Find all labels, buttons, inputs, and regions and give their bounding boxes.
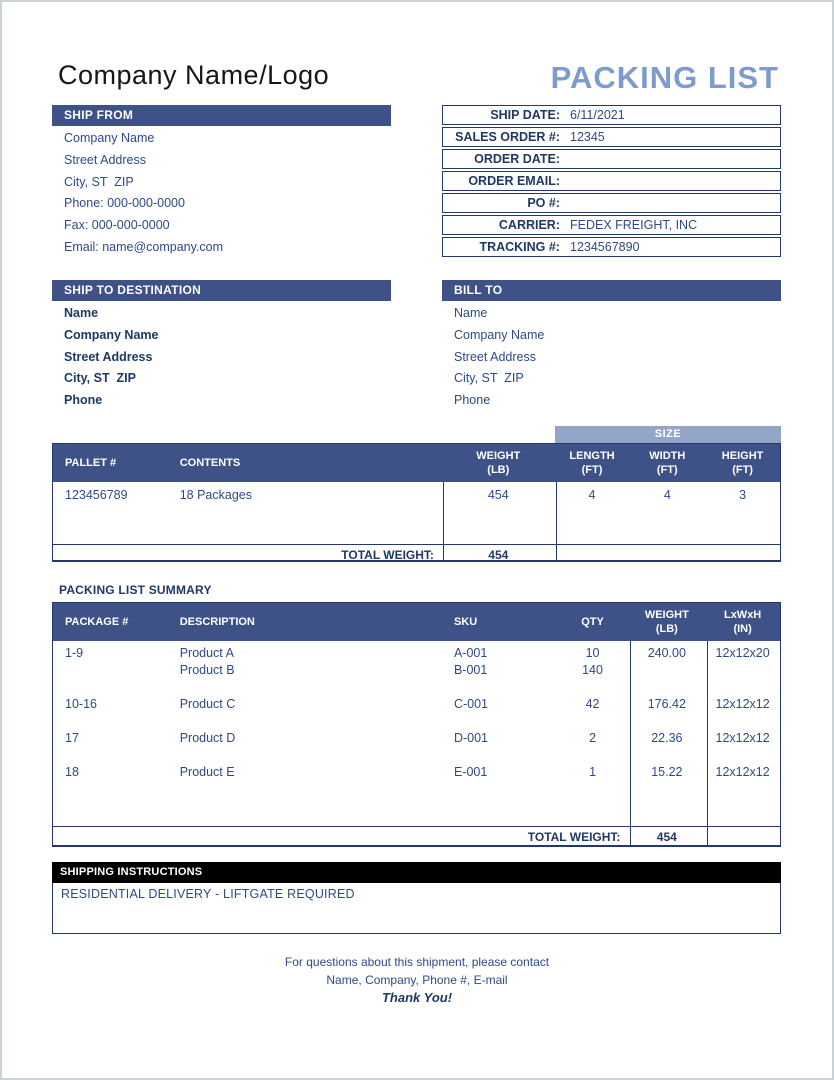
summary-row [53, 641, 780, 679]
width-col-header: WIDTH (FT) [649, 450, 686, 476]
shipment-info-table [442, 105, 781, 259]
info-row-order-date [442, 149, 781, 169]
total-weight-value: 454 [488, 547, 509, 562]
qty-cell: 10 140 [582, 646, 603, 677]
summary-table-header [53, 603, 780, 641]
bill-to-line: City, ST ZIP [454, 371, 524, 386]
dims-col-header: LxWxH (IN) [723, 609, 762, 635]
weight-cell: 454 [487, 488, 509, 502]
qty-cell: 1 [589, 765, 597, 779]
info-row-carrier [442, 215, 781, 235]
description-cell: Product D [179, 731, 236, 745]
qty-col-header: QTY [581, 616, 604, 628]
package-col-header: PACKAGE # [65, 616, 129, 628]
pallet-row [53, 482, 780, 544]
bill-to-line: Phone [454, 393, 491, 408]
shipping-instructions-header: SHIPPING INSTRUCTIONS [52, 862, 781, 883]
info-label: PO #: [527, 196, 560, 210]
ship-from-address [64, 128, 394, 259]
summary-table [52, 602, 781, 847]
contents-cell: 18 Packages [179, 488, 252, 502]
ship-from-line: Phone: 000-000-0000 [64, 196, 185, 211]
ship-from-line: Street Address [64, 152, 146, 167]
sku-cell: A-001 B-001 [453, 646, 488, 677]
description-cell: Product C [179, 697, 236, 711]
ship-to-line: Name [64, 306, 99, 320]
ship-from-line: Email: name@company.com [64, 239, 224, 254]
ship-to-line: City, ST ZIP [64, 371, 136, 386]
pallet-col-header: PALLET # [65, 457, 117, 469]
weight-cell: 22.36 [651, 731, 683, 745]
bill-to-address [454, 303, 784, 412]
weight-cell: 15.22 [651, 765, 683, 779]
footer-contact-details: Name, Company, Phone #, E-mail [326, 973, 508, 987]
package-cell: 17 [65, 731, 79, 745]
company-name-logo: Company Name/Logo [58, 60, 330, 90]
qty-cell: 42 [585, 697, 600, 711]
size-spanner-header: SIZE [555, 426, 781, 443]
pallet-total-row [53, 544, 780, 564]
dims-cell: 12x12x12 [715, 697, 770, 711]
shipping-instructions-text: RESIDENTIAL DELIVERY - LIFTGATE REQUIRED [52, 883, 781, 934]
pallet-table [52, 443, 781, 562]
info-value: 12345 [570, 130, 605, 144]
info-label: SALES ORDER #: [455, 130, 560, 144]
dims-cell: 12x12x20 [715, 646, 770, 660]
height-cell: 3 [739, 488, 747, 502]
bill-to-line: Company Name [454, 327, 545, 342]
summary-section-title: PACKING LIST SUMMARY [59, 583, 212, 597]
dims-cell: 12x12x12 [715, 731, 770, 745]
footer [2, 953, 832, 1007]
contents-col-header: CONTENTS [179, 457, 241, 469]
ship-from-header: SHIP FROM [52, 105, 391, 126]
ship-from-line: City, ST ZIP [64, 174, 134, 189]
sku-cell: E-001 [453, 765, 488, 779]
ship-from-line: Fax: 000-000-0000 [64, 218, 170, 233]
info-label: ORDER EMAIL: [468, 174, 560, 188]
length-cell: 4 [588, 488, 596, 502]
total-weight-label: TOTAL WEIGHT: [527, 830, 621, 844]
ship-to-line: Company Name [64, 327, 159, 342]
info-label: ORDER DATE: [474, 152, 560, 166]
description-cell: Product A Product B [179, 646, 235, 677]
column-divider [443, 482, 444, 560]
info-value: FEDEX FREIGHT, INC [570, 218, 698, 232]
bill-to-line: Name [454, 306, 488, 320]
pallet-table-header [53, 444, 780, 482]
total-weight-value: 454 [656, 830, 677, 844]
description-cell: Product E [179, 765, 235, 779]
ship-to-line: Phone [64, 393, 103, 408]
column-divider [556, 482, 557, 560]
info-row-ship-date [442, 105, 781, 125]
info-value: 1234567890 [570, 240, 640, 254]
weight-col-header: WEIGHT (LB) [644, 609, 689, 635]
info-label: TRACKING #: [479, 240, 560, 254]
ship-to-header: SHIP TO DESTINATION [52, 280, 391, 301]
dims-cell: 12x12x12 [715, 765, 770, 779]
footer-thank-you: Thank You! [381, 990, 453, 1005]
sku-col-header: SKU [453, 616, 478, 628]
bill-to-header: BILL TO [442, 280, 781, 301]
package-cell: 1-9 [65, 646, 84, 660]
weight-col-header: WEIGHT (LB) [476, 450, 521, 476]
info-value: 6/11/2021 [570, 108, 625, 122]
package-cell: 18 [65, 765, 79, 779]
ship-to-address [64, 303, 394, 412]
summary-total-row [53, 826, 780, 847]
sku-cell: D-001 [453, 731, 488, 745]
summary-row [53, 747, 780, 781]
ship-to-line: Street Address [64, 349, 153, 364]
summary-row [53, 679, 780, 713]
info-row-sales-order [442, 127, 781, 147]
info-row-tracking [442, 237, 781, 257]
package-cell: 10-16 [65, 697, 97, 711]
sku-cell: C-001 [453, 697, 488, 711]
width-cell: 4 [663, 488, 671, 502]
document-title: PACKING LIST [550, 60, 779, 95]
info-label: SHIP DATE: [490, 108, 560, 122]
info-label: CARRIER: [498, 218, 560, 232]
ship-from-line: Company Name [64, 131, 155, 145]
height-col-header: HEIGHT (FT) [721, 450, 764, 476]
summary-table-body [53, 641, 780, 826]
summary-row [53, 713, 780, 747]
length-col-header: LENGTH (FT) [569, 450, 615, 476]
qty-cell: 2 [589, 731, 597, 745]
total-weight-label: TOTAL WEIGHT: [341, 547, 434, 562]
weight-cell: 176.42 [647, 697, 686, 711]
info-row-po [442, 193, 781, 213]
description-col-header: DESCRIPTION [179, 616, 255, 628]
pallet-number-cell: 123456789 [65, 488, 128, 502]
footer-contact-line: For questions about this shipment, please contact [284, 955, 550, 969]
bill-to-line: Street Address [454, 349, 536, 364]
weight-cell: 240.00 [647, 646, 686, 660]
info-row-order-email [442, 171, 781, 191]
